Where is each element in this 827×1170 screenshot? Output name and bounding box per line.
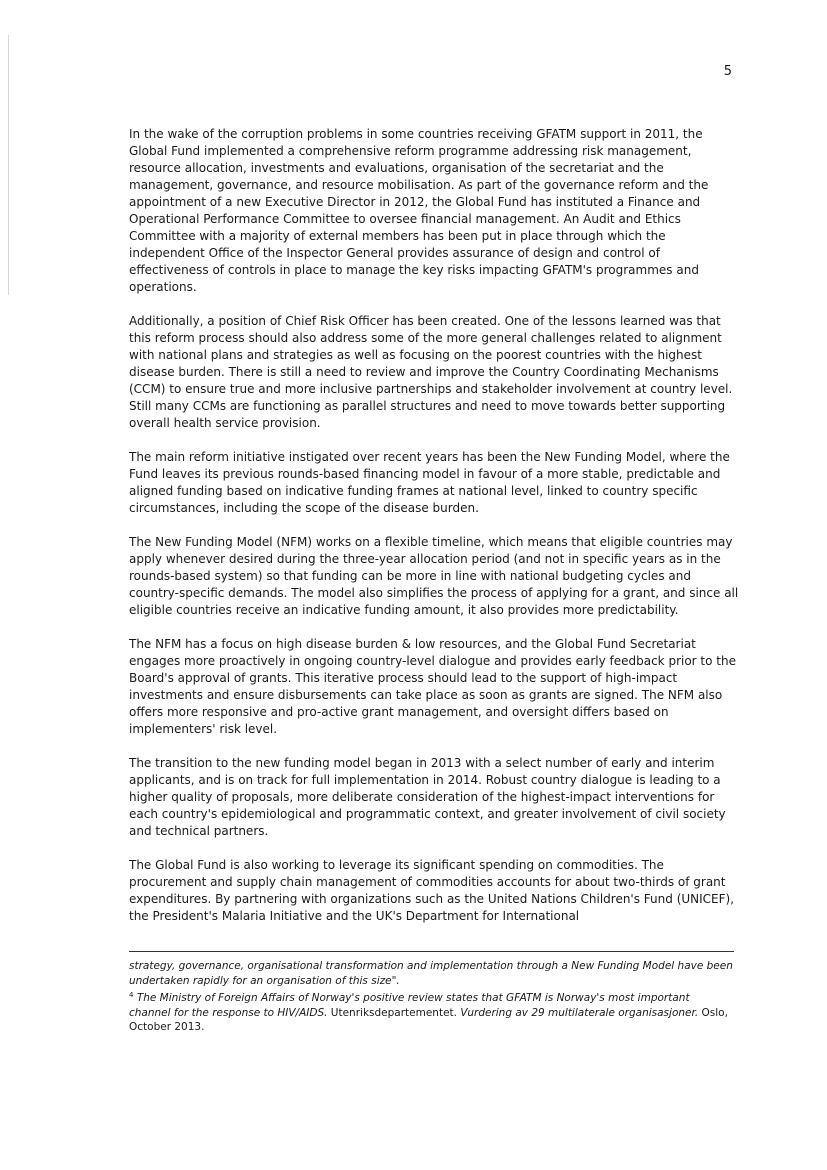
footnote-4-place-date: Oslo, October 2013.: [129, 1006, 728, 1033]
paragraph-3: The main reform initiative instigated over recent years has been the New Funding Model, where the Fund leaves its previous rounds-based financing model in favour of a more stable, predictable and aligned funding based on indicative funding frames at national level, linked to country specific circumstances, including the scope of the disease burden.: [129, 450, 730, 515]
footnote-4-source: Utenriksdepartementet.: [330, 1006, 457, 1019]
paragraph-7: The Global Fund is also working to leverage its significant spending on commodities. The procurement and supply chain management of commodities accounts for about two-thirds of grant expenditures. By partnering with organizations such as the United Nations Children's Fund (UNICEF), the President's Malaria Initiative and the UK's Department for International: [129, 858, 735, 923]
footnote-separator: [129, 951, 734, 952]
page-number: 5: [723, 64, 732, 79]
paragraph-2: Additionally, a position of Chief Risk Officer has been created. One of the lessons learned was that this reform process should also address some of the more general challenges related to alignment with national plans and strategies as well as focusing on the poorest countries with the highest disease burden. There is still a need to review and improve the Country Coordinating Mechanisms (CCM) to ensure true and more inclusive partnerships and stakeholder involvement at country level. Still many CCMs are functioning as parallel structures and need to move towards better supporting overall health service provision.: [129, 314, 733, 430]
footnote-continued: strategy, governance, organisational transformation and implementation through a New Funding Model have been undertaken rapidly for an organisation of this size".: [129, 960, 733, 987]
body-text: [129, 126, 739, 942]
paragraph-1: In the wake of the corruption problems in some countries receiving GFATM support in 2011, the Global Fund implemented a comprehensive reform programme addressing risk management, resource allocation, investments and evaluations, organisation of the secretariat and the management, governance, and resource mobilisation. As part of the governance reform and the appointment of a new Executive Director in 2012, the Global Fund has instituted a Finance and Operational Performance Committee to oversee financial management. An Audit and Ethics Committee with a majority of external members has been put in place through which the independent Office of the Inspector General provides assurance of design and control of effectiveness of controls in place to manage the key risks impacting GFATM's programmes and operations.: [129, 127, 709, 294]
footnote-marker: 4: [129, 991, 134, 999]
binding-edge-line: [8, 35, 9, 295]
footnote-4: [129, 988, 734, 1035]
paragraph-4: The New Funding Model (NFM) works on a flexible timeline, which means that eligible countries may apply whenever desired during the three-year allocation period (and not in specific years as in the rounds-based system) so that funding can be more in line with national budgeting cycles and country-specific demands. The model also simplifies the process of applying for a grant, and since all eligible countries receive an indicative funding amount, it also provides more predictability.: [129, 535, 739, 617]
footnotes: [129, 959, 734, 1035]
paragraph-6: The transition to the new funding model began in 2013 with a select number of early and interim applicants, and is on track for full implementation in 2014. Robust country dialogue is leading to a higher quality of proposals, more deliberate consideration of the highest-impact interventions for each country's epidemiological and programmatic context, and greater involvement of civil society and technical partners.: [129, 756, 726, 838]
footnote-4-text: The Ministry of Foreign Affairs of Norway's positive review states that GFATM is Norway's most important channel for the response to HIV/AIDS.: [129, 992, 690, 1019]
footnote-4-title: Vurdering av 29 multilaterale organisasjoner.: [460, 1006, 699, 1019]
paragraph-5: The NFM has a focus on high disease burden & low resources, and the Global Fund Secretariat engages more proactively in ongoing country-level dialogue and provides early feedback prior to the Board's approval of grants. This iterative process should lead to the support of high-impact investments and ensure disbursements can take place as soon as grants are signed. The NFM also offers more responsive and pro-active grant management, and oversight differs based on implementers' risk level.: [129, 637, 736, 736]
